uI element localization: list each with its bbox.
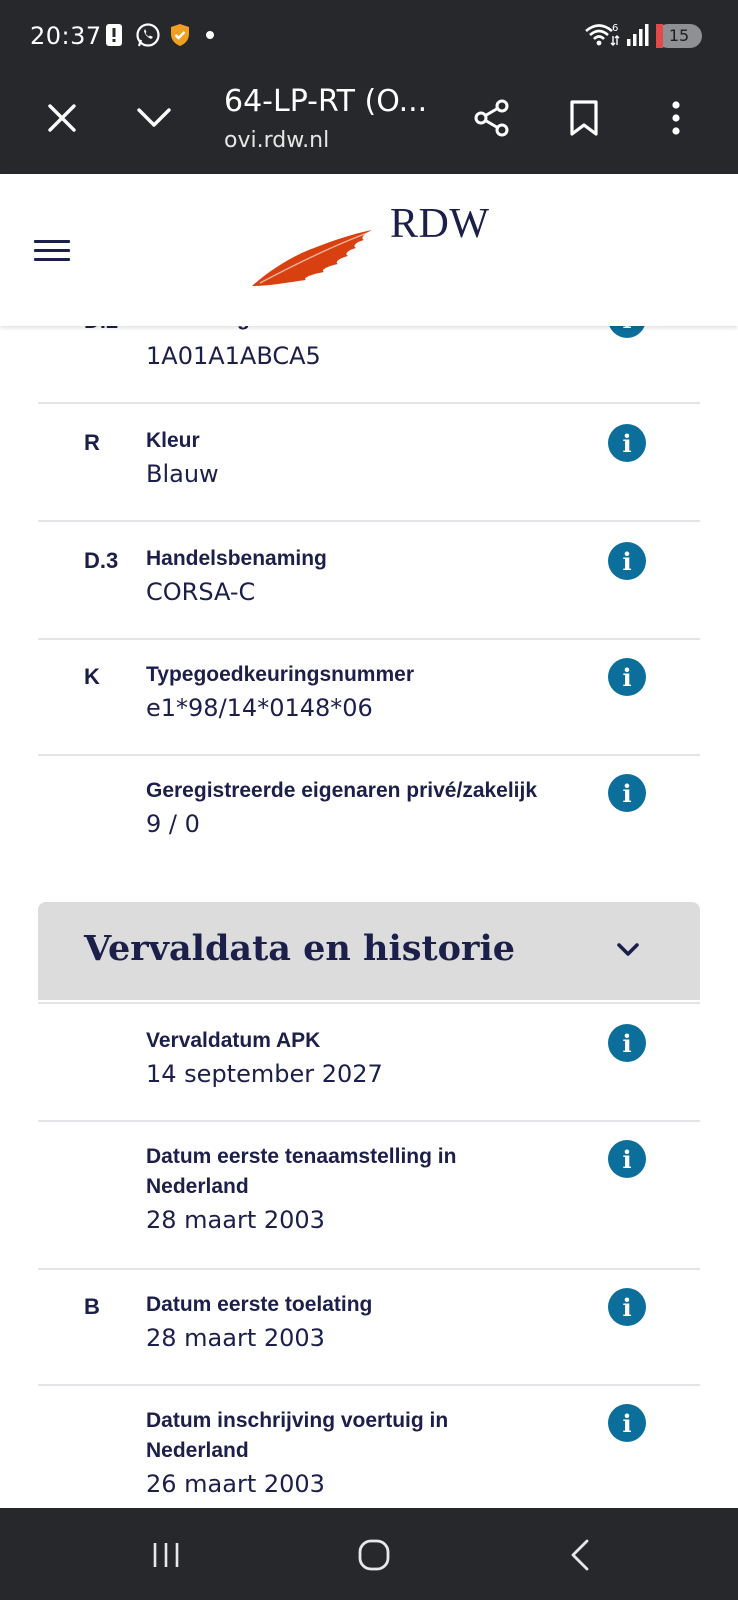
field-value: 1A01A1ABCA5 xyxy=(146,342,321,370)
status-bar xyxy=(0,0,738,72)
field-row-vervaldatum-apk xyxy=(38,1022,700,1112)
close-icon[interactable] xyxy=(34,90,90,146)
field-value: 26 maart 2003 xyxy=(146,1470,325,1498)
info-icon[interactable]: i xyxy=(608,542,646,580)
field-label: Datum eerste tenaamstelling in Nederland xyxy=(146,1145,457,1198)
field-value: CORSA-C xyxy=(146,578,256,606)
field-value: Blauw xyxy=(146,460,219,488)
info-icon[interactable]: i xyxy=(608,1288,646,1326)
field-label: Typegoedkeuringsnummer xyxy=(146,663,414,686)
info-icon[interactable]: i xyxy=(608,424,646,462)
vehicle-details xyxy=(0,326,738,1508)
field-label: Datum eerste toelating xyxy=(146,1293,373,1316)
divider xyxy=(38,520,700,522)
field-code: R xyxy=(84,430,100,455)
field-code: B xyxy=(84,1294,100,1319)
battery-level: 15 xyxy=(668,26,690,45)
rdw-logo-text: RDW xyxy=(390,201,490,247)
field-row-eigenaren xyxy=(38,772,700,862)
field-label: Handelsbenaming xyxy=(146,547,327,570)
info-icon[interactable]: i xyxy=(608,1140,646,1178)
recents-icon[interactable] xyxy=(138,1530,194,1580)
section-vervaldata-header[interactable] xyxy=(38,902,700,1000)
field-value: e1*98/14*0148*06 xyxy=(146,694,373,722)
chevron-down-icon[interactable] xyxy=(126,90,182,146)
share-icon[interactable] xyxy=(464,90,520,146)
wifi-badge: 6 xyxy=(612,23,619,34)
field-code: D.3 xyxy=(84,548,119,573)
dot-icon xyxy=(204,22,216,48)
divider xyxy=(38,1120,700,1122)
clock: 20:37 xyxy=(30,22,102,50)
divider xyxy=(38,754,700,756)
page-title: 64-LP-RT (O... xyxy=(224,84,428,119)
field-value: 28 maart 2003 xyxy=(146,1206,325,1234)
field-row-eerste-tenaamstelling xyxy=(38,1138,700,1268)
field-row-kleur xyxy=(38,422,700,512)
divider xyxy=(38,1002,700,1004)
signal-icon xyxy=(624,22,652,48)
home-icon[interactable] xyxy=(346,1530,402,1580)
field-value: 9 / 0 xyxy=(146,810,200,838)
alert-icon xyxy=(104,22,124,48)
field-row-eerste-toelating xyxy=(38,1286,700,1376)
field-value: 14 september 2027 xyxy=(146,1060,383,1088)
divider xyxy=(38,1268,700,1270)
system-nav-bar xyxy=(0,1508,738,1600)
shield-icon xyxy=(168,22,192,48)
back-icon[interactable] xyxy=(552,1530,608,1580)
divider xyxy=(38,638,700,640)
field-row-typegoedkeuringsnummer xyxy=(38,656,700,746)
field-label: Datum inschrijving voertuig in Nederland xyxy=(146,1409,449,1462)
field-label: Kleur xyxy=(146,429,200,452)
battery-indicator xyxy=(656,24,702,48)
divider xyxy=(38,402,700,404)
chevron-down-icon[interactable] xyxy=(614,936,642,964)
field-label: Geregistreerde eigenaren privé/zakelijk xyxy=(146,779,538,802)
info-icon[interactable]: i xyxy=(608,774,646,812)
more-vert-icon[interactable] xyxy=(648,90,704,146)
field-row-handelsbenaming xyxy=(38,540,700,630)
field-code: K xyxy=(84,664,100,689)
section-title: Vervaldata en historie xyxy=(84,928,516,969)
info-icon[interactable]: i xyxy=(608,1024,646,1062)
rdw-feather-logo[interactable] xyxy=(252,226,376,290)
site-header xyxy=(0,174,738,326)
field-label: Vervaldatum APK xyxy=(146,1029,321,1052)
divider xyxy=(38,1384,700,1386)
page-url[interactable]: ovi.rdw.nl xyxy=(224,128,330,153)
field-value: 28 maart 2003 xyxy=(146,1324,325,1352)
browser-toolbar xyxy=(0,72,738,174)
bookmark-icon[interactable] xyxy=(556,90,612,146)
info-icon[interactable]: i xyxy=(608,658,646,696)
hamburger-menu-icon[interactable] xyxy=(34,230,74,270)
whatsapp-icon xyxy=(134,22,162,48)
info-icon[interactable]: i xyxy=(608,1404,646,1442)
wifi-icon xyxy=(584,22,620,48)
